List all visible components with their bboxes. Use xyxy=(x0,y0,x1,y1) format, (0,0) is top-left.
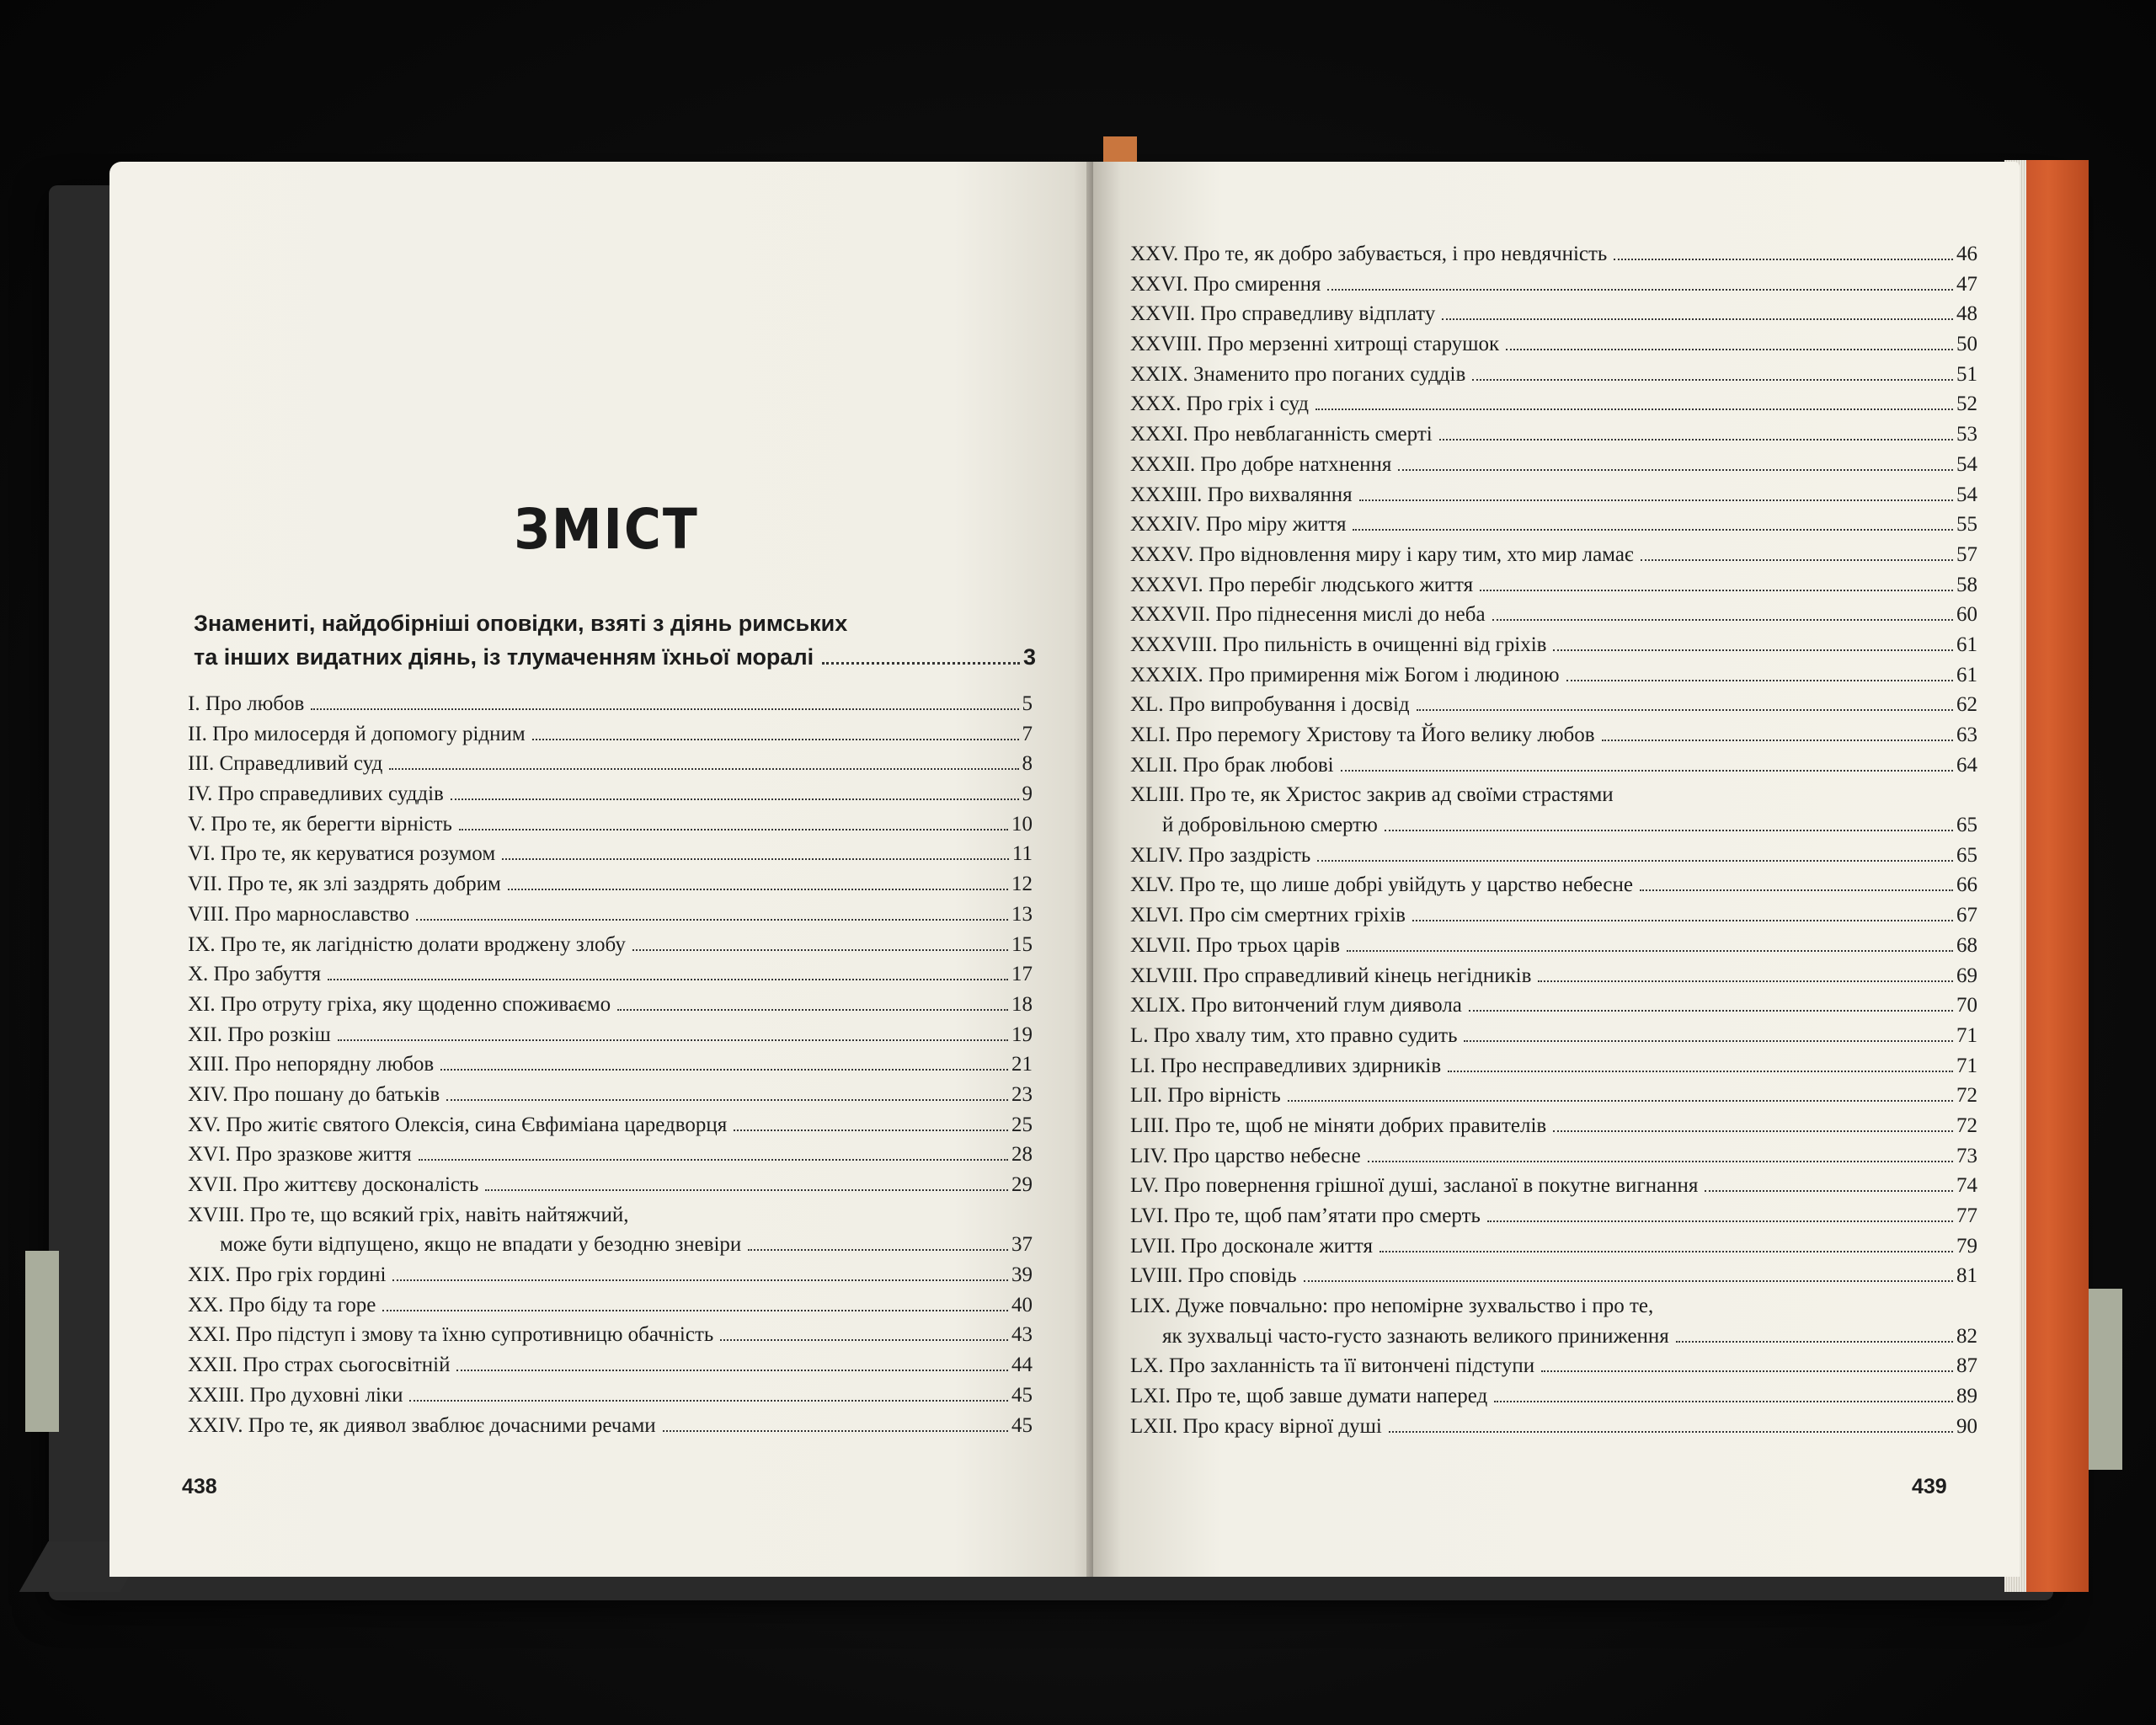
toc-entry xyxy=(188,990,1033,1020)
toc-entry-title: XLIX. Про витончений глум диявола xyxy=(1130,994,1462,1017)
toc-entry-title: XXIV. Про те, як диявол зваблює дочасними речами xyxy=(188,1413,656,1437)
toc-entry xyxy=(1130,1351,1977,1381)
dot-leader xyxy=(440,1069,1008,1071)
dot-leader xyxy=(311,708,1018,710)
toc-entry-title: XLI. Про перемогу Христову та Його велику любов xyxy=(1130,724,1595,746)
toc-entry-title: XXXIV. Про міру життя xyxy=(1130,513,1347,537)
toc-entry xyxy=(188,1110,1033,1140)
dot-leader xyxy=(1380,1251,1953,1252)
toc-entry-page: 81 xyxy=(1956,1264,1977,1288)
toc-entry-page: 21 xyxy=(1011,1053,1033,1076)
toc-entry xyxy=(1130,780,1977,810)
toc-entry-page: 48 xyxy=(1956,302,1977,326)
toc-entry xyxy=(1130,600,1977,630)
toc-entry-title: XLII. Про брак любові xyxy=(1130,753,1334,777)
toc-entry-page: 15 xyxy=(1011,932,1033,956)
intro-line xyxy=(194,606,1036,640)
toc-entry-page: 39 xyxy=(1011,1263,1033,1287)
dot-leader xyxy=(617,1009,1008,1011)
cover-band-right xyxy=(2089,1289,2122,1470)
toc-entry-title: XLVII. Про трьох царів xyxy=(1130,933,1341,957)
toc-entry-page: 89 xyxy=(1956,1385,1977,1408)
toc-entry xyxy=(1130,1322,1977,1352)
intro-text-2: та інших видатних діянь, із тлумаченням їхньої моралі xyxy=(194,644,814,670)
toc-entry-page: 71 xyxy=(1956,1054,1977,1077)
toc-entry-page: 45 xyxy=(1011,1413,1033,1437)
toc-entry xyxy=(1130,419,1977,450)
dot-leader xyxy=(532,739,1019,740)
toc-entry-page: 18 xyxy=(1011,992,1033,1016)
toc-entry-title: LVI. Про те, щоб пам’ятати про смерть xyxy=(1130,1204,1481,1227)
toc-entry-page: 10 xyxy=(1011,812,1033,836)
toc-entry-page: 57 xyxy=(1956,542,1977,566)
toc-entry xyxy=(1130,1261,1977,1291)
toc-entry-title: XIII. Про непорядну любов xyxy=(188,1053,435,1076)
toc-entry-title: II. Про милосердя й допомогу рідним xyxy=(188,722,526,745)
dot-leader xyxy=(632,949,1008,951)
toc-entry-page: 19 xyxy=(1011,1023,1033,1046)
toc-entry-title: XXVI. Про смирення xyxy=(1130,272,1321,296)
dot-leader xyxy=(451,798,1019,800)
toc-entry xyxy=(1130,1291,1977,1322)
toc-entry xyxy=(188,900,1033,930)
toc-entry-title: XLIII. Про те, як Христос закрив ад своїми страстями xyxy=(1130,783,1614,807)
toc-entry-page: 45 xyxy=(1011,1383,1033,1407)
toc-entry-title: VIII. Про марнославство xyxy=(188,902,410,926)
dot-leader xyxy=(1417,709,1953,711)
toc-entry-page: 50 xyxy=(1956,333,1977,356)
toc-entry-page: 54 xyxy=(1956,483,1977,506)
dot-leader xyxy=(1341,770,1953,772)
toc-entry xyxy=(1130,1381,1977,1412)
toc-entry-title: LVII. Про досконале життя xyxy=(1130,1234,1373,1258)
toc-entry xyxy=(1130,961,1977,991)
toc-entry-title: XXVII. Про справедливу відплату xyxy=(1130,302,1436,326)
dot-leader xyxy=(748,1249,1008,1251)
toc-entry-title: I. Про любов xyxy=(188,692,305,715)
toc-entry-page: 71 xyxy=(1956,1023,1977,1047)
page-number-left: 438 xyxy=(182,1475,217,1498)
toc-entry-title: LXI. Про те, щоб завше думати наперед xyxy=(1130,1385,1488,1408)
dot-leader xyxy=(1480,590,1953,591)
toc-entry-title: XXVIII. Про мерзенні хитрощі старушок xyxy=(1130,333,1500,356)
toc-entry-title: XVII. Про життєву досконалість xyxy=(188,1173,479,1196)
toc-entry-title: LXII. Про красу вірної душі xyxy=(1130,1414,1382,1438)
toc-entry-title: XI. Про отруту гріха, яку щоденно споживаємо xyxy=(188,992,611,1016)
toc-entry-page: 17 xyxy=(1011,963,1033,986)
toc-entry-title: XXXI. Про невблаганність смерті xyxy=(1130,423,1433,446)
toc-entry-page: 64 xyxy=(1956,753,1977,777)
toc-entry-title: як зухвальці часто-густо зазнають великого приниження xyxy=(1162,1324,1669,1348)
dot-leader xyxy=(1398,469,1953,471)
dot-leader xyxy=(328,979,1008,980)
toc-entry-page: 62 xyxy=(1956,693,1977,717)
toc-entry xyxy=(188,869,1033,900)
toc-entry-page: 87 xyxy=(1956,1354,1977,1378)
toc-entry-title: XLVIII. Про справедливий кінець негідників xyxy=(1130,964,1532,987)
toc-entry-title: й добровільною смертю xyxy=(1162,814,1378,837)
toc-entry xyxy=(1130,480,1977,510)
dot-leader xyxy=(1389,1431,1953,1433)
back-endpaper xyxy=(2021,160,2089,1592)
left-page xyxy=(109,162,1103,1577)
dot-leader xyxy=(409,1400,1008,1402)
dot-leader xyxy=(1464,1040,1953,1042)
toc-entry-page: 58 xyxy=(1956,573,1977,596)
toc-entry xyxy=(188,1200,1033,1231)
toc-entry-page: 54 xyxy=(1956,452,1977,476)
toc-entry-title: V. Про те, як берегти вірність xyxy=(188,812,452,836)
toc-entry xyxy=(188,689,1033,719)
toc-entry xyxy=(1130,1141,1977,1172)
toc-entry xyxy=(188,959,1033,990)
toc-entry xyxy=(188,1230,1033,1260)
toc-entry-title: XXX. Про гріх і суд xyxy=(1130,393,1310,416)
dot-leader xyxy=(1538,980,1953,982)
toc-entry-title: IV. Про справедливих суддів xyxy=(188,782,444,806)
toc-entry xyxy=(188,1080,1033,1110)
toc-entry xyxy=(188,1140,1033,1170)
toc-list-left xyxy=(188,689,1033,1440)
toc-entry-title: VII. Про те, як злі заздрять добрим xyxy=(188,873,501,896)
toc-entry xyxy=(188,1350,1033,1381)
toc-entry-page: 67 xyxy=(1956,904,1977,927)
dot-leader xyxy=(1304,1280,1953,1282)
toc-entry-page: 65 xyxy=(1956,843,1977,867)
toc-entry-title: XXXVI. Про перебіг людського життя xyxy=(1130,573,1474,596)
toc-entry-title: VI. Про те, як керуватися розумом xyxy=(188,842,496,866)
dot-leader xyxy=(508,889,1008,890)
dot-leader xyxy=(1487,1220,1953,1222)
toc-entry-title: LVIII. Про сповідь xyxy=(1130,1264,1297,1288)
toc-entry-title: L. Про хвалу тим, хто правно судить xyxy=(1130,1023,1458,1047)
toc-entry-title: XXIX. Знаменито про поганих суддів xyxy=(1130,362,1466,386)
toc-entry xyxy=(188,1381,1033,1411)
toc-entry xyxy=(1130,360,1977,390)
intro-page-number: 3 xyxy=(1022,644,1036,670)
toc-entry-page: 9 xyxy=(1022,782,1033,806)
dot-leader xyxy=(1448,1071,1953,1072)
intro-line xyxy=(194,640,1036,674)
toc-entry-page: 79 xyxy=(1956,1234,1977,1258)
dot-leader xyxy=(459,829,1008,830)
dot-leader xyxy=(1385,830,1953,831)
toc-entry-page: 66 xyxy=(1956,873,1977,897)
toc-entry-title: XXII. Про страх сьогосвітній xyxy=(188,1354,451,1377)
toc-entry xyxy=(1130,1081,1977,1111)
toc-entry xyxy=(1130,329,1977,360)
toc-entry xyxy=(188,1049,1033,1080)
toc-entry-title: LV. Про повернення грішної душі, засланої в покутне вигнання xyxy=(1130,1174,1699,1198)
toc-entry xyxy=(1130,660,1977,691)
toc-entry-title: XIV. Про пошану до батьків xyxy=(188,1082,440,1106)
toc-entry-page: 13 xyxy=(1011,902,1033,926)
toc-entry xyxy=(188,719,1033,750)
dot-leader xyxy=(1368,1161,1953,1162)
dot-leader xyxy=(485,1189,1008,1191)
toc-entry-page: 74 xyxy=(1956,1174,1977,1198)
toc-entry-page: 61 xyxy=(1956,633,1977,656)
toc-list-right xyxy=(1130,239,1977,1442)
toc-entry xyxy=(1130,841,1977,871)
toc-entry xyxy=(1130,630,1977,660)
toc-entry-page: 43 xyxy=(1011,1323,1033,1347)
toc-entry xyxy=(1130,870,1977,900)
headband xyxy=(1103,136,1137,162)
toc-entry-title: XX. Про біду та горе xyxy=(188,1293,376,1316)
toc-entry-title: LI. Про несправедливих здирників xyxy=(1130,1054,1442,1077)
toc-entry xyxy=(188,809,1033,840)
dot-leader xyxy=(1705,1190,1953,1192)
toc-entry xyxy=(188,1020,1033,1050)
toc-entry-page: 25 xyxy=(1011,1113,1033,1136)
dot-leader xyxy=(1412,920,1953,921)
toc-entry-title: XXXVII. Про піднесення мислі до неба xyxy=(1130,603,1486,627)
toc-entry-title: III. Справедливий суд xyxy=(188,752,383,776)
toc-entry xyxy=(188,930,1033,960)
dot-leader xyxy=(663,1430,1008,1432)
toc-entry-title: XIX. Про гріх гордині xyxy=(188,1263,387,1287)
dot-leader xyxy=(1640,889,1953,891)
dot-leader xyxy=(1506,349,1953,350)
dot-leader xyxy=(1327,289,1953,291)
dot-leader xyxy=(1614,259,1953,260)
toc-entry-title: X. Про забуття xyxy=(188,963,322,986)
toc-entry xyxy=(1130,1111,1977,1141)
toc-entry xyxy=(188,1411,1033,1441)
dot-leader xyxy=(1472,379,1953,381)
toc-entry-title: XXXII. Про добре натхнення xyxy=(1130,452,1392,476)
toc-entry-page: 65 xyxy=(1956,814,1977,837)
toc-entry xyxy=(188,839,1033,869)
dot-leader xyxy=(1602,740,1953,741)
toc-entry xyxy=(1130,450,1977,480)
toc-entry xyxy=(1130,1171,1977,1201)
toc-entry-title: XXV. Про те, як добро забувається, і про невдячність xyxy=(1130,243,1608,265)
dot-leader xyxy=(1315,409,1953,410)
toc-entry-page: 28 xyxy=(1011,1143,1033,1167)
toc-entry-page: 5 xyxy=(1022,692,1033,715)
toc-entry-title: XXXV. Про відновлення миру і кару тим, хто мир ламає xyxy=(1130,542,1634,566)
dot-leader xyxy=(1676,1341,1953,1343)
toc-entry-title: XL. Про випробування і досвід xyxy=(1130,693,1410,717)
toc-entry xyxy=(1130,570,1977,601)
toc-entry xyxy=(1130,931,1977,961)
dot-leader xyxy=(1494,1401,1953,1402)
toc-entry-page: 73 xyxy=(1956,1144,1977,1167)
dot-leader xyxy=(1359,499,1953,501)
toc-entry-title: XII. Про розкіш xyxy=(188,1023,331,1046)
dot-leader xyxy=(720,1339,1008,1341)
toc-entry xyxy=(1130,1201,1977,1231)
toc-entry-page: 82 xyxy=(1956,1324,1977,1348)
toc-entry xyxy=(1130,1051,1977,1081)
dot-leader xyxy=(338,1039,1008,1041)
toc-entry xyxy=(1130,1231,1977,1262)
dot-leader xyxy=(1553,649,1953,651)
toc-entry-page: 11 xyxy=(1011,842,1033,866)
toc-entry xyxy=(188,1290,1033,1321)
dot-leader xyxy=(1641,559,1953,561)
dot-leader xyxy=(456,1370,1008,1371)
intro-text-1: Знамениті, найдобірніші оповідки, взяті з діянь римських xyxy=(194,611,848,636)
toc-entry-page: 77 xyxy=(1956,1204,1977,1227)
toc-entry-page: 8 xyxy=(1022,752,1033,776)
dot-leader xyxy=(1566,680,1953,681)
toc-entry-title: XLIV. Про заздрість xyxy=(1130,843,1311,867)
dot-leader xyxy=(822,662,1020,665)
toc-entry-title: LIII. Про те, щоб не міняти добрих правителів xyxy=(1130,1114,1547,1137)
toc-entry xyxy=(1130,239,1977,270)
toc-entry-page: 53 xyxy=(1956,423,1977,446)
toc-entry-page: 60 xyxy=(1956,603,1977,627)
toc-entry xyxy=(1130,1412,1977,1442)
toc-entry-title: LX. Про захланність та її витончені підступи xyxy=(1130,1354,1535,1378)
toc-entry-page: 70 xyxy=(1956,994,1977,1017)
toc-entry-title: XLVI. Про сім смертних гріхів xyxy=(1130,904,1406,927)
dot-leader xyxy=(502,858,1009,860)
dot-leader xyxy=(1492,619,1953,621)
dot-leader xyxy=(1353,529,1953,531)
toc-entry xyxy=(1130,750,1977,781)
right-page xyxy=(1093,162,2020,1577)
dot-leader xyxy=(1541,1370,1953,1372)
toc-entry-page: 7 xyxy=(1022,722,1033,745)
toc-entry-title: XLV. Про те, що лише добрі увійдуть у царство небесне xyxy=(1130,873,1633,897)
toc-entry-page: 47 xyxy=(1956,272,1977,296)
toc-entry xyxy=(1130,720,1977,750)
dot-leader xyxy=(1553,1130,1953,1132)
toc-entry-page: 46 xyxy=(1956,243,1977,265)
toc-entry xyxy=(188,1170,1033,1200)
toc-entry xyxy=(1130,1021,1977,1051)
intro-heading xyxy=(194,606,1036,674)
dot-leader xyxy=(1347,950,1953,952)
dot-leader xyxy=(1442,318,1953,320)
toc-entry xyxy=(1130,540,1977,570)
dot-leader xyxy=(1317,860,1953,862)
dot-leader xyxy=(1469,1010,1953,1012)
dot-leader xyxy=(416,919,1008,921)
cover-band-left xyxy=(25,1251,59,1432)
toc-entry-title: XXIII. Про духовні ліки xyxy=(188,1383,403,1407)
dot-leader xyxy=(1439,439,1953,441)
toc-entry-title: LII. Про вірність xyxy=(1130,1084,1281,1108)
toc-entry-title: XXXIII. Про вихваляння xyxy=(1130,483,1353,506)
toc-entry-page: 44 xyxy=(1011,1354,1033,1377)
toc-entry xyxy=(1130,991,1977,1021)
toc-entry xyxy=(188,779,1033,809)
toc-entry-title: XVI. Про зразкове життя xyxy=(188,1143,412,1167)
toc-entry-title: XXXIX. Про примирення між Богом і людиною xyxy=(1130,663,1560,686)
dot-leader xyxy=(446,1099,1008,1101)
toc-entry-page: 90 xyxy=(1956,1414,1977,1438)
toc-entry-page: 61 xyxy=(1956,663,1977,686)
toc-entry-title: LIX. Дуже повчально: про непомірне зухвальство і про те, xyxy=(1130,1295,1654,1318)
toc-entry-title: LIV. Про царство небесне xyxy=(1130,1144,1361,1167)
toc-entry-page: 72 xyxy=(1956,1114,1977,1137)
toc-entry-page: 37 xyxy=(1011,1233,1033,1257)
toc-entry-page: 63 xyxy=(1956,724,1977,746)
page-title: ЗМІСТ xyxy=(514,497,699,563)
dot-leader xyxy=(734,1130,1008,1131)
toc-entry xyxy=(1130,690,1977,720)
toc-entry-page: 12 xyxy=(1011,873,1033,896)
toc-entry-title: XXI. Про підступ і змову та їхню супротивницю обачність xyxy=(188,1323,714,1347)
toc-entry-title: XVIII. Про те, що всякий гріх, навіть найтяжчий, xyxy=(188,1203,629,1226)
toc-entry-title: XXXVIII. Про пильність в очищенні від гріхів xyxy=(1130,633,1547,656)
toc-entry xyxy=(1130,510,1977,540)
dot-leader xyxy=(382,1310,1008,1311)
toc-entry-page: 23 xyxy=(1011,1082,1033,1106)
toc-entry xyxy=(1130,389,1977,419)
toc-entry-page: 72 xyxy=(1956,1084,1977,1108)
toc-entry xyxy=(1130,900,1977,931)
toc-entry-title: IX. Про те, як лагідністю долати вроджену злобу xyxy=(188,932,626,956)
page-number-right: 439 xyxy=(1912,1475,1947,1498)
toc-entry-page: 52 xyxy=(1956,393,1977,416)
toc-entry xyxy=(1130,810,1977,841)
toc-entry xyxy=(1130,299,1977,329)
toc-entry xyxy=(188,1320,1033,1350)
toc-entry-page: 29 xyxy=(1011,1173,1033,1196)
toc-entry-title: може бути відпущено, якщо не впадати у безодню зневіри xyxy=(220,1233,742,1257)
toc-entry-page: 55 xyxy=(1956,513,1977,537)
dot-leader xyxy=(1288,1100,1953,1102)
toc-entry xyxy=(188,749,1033,779)
toc-entry-page: 40 xyxy=(1011,1293,1033,1316)
dot-leader xyxy=(389,768,1018,770)
dot-leader xyxy=(392,1279,1008,1281)
toc-entry xyxy=(188,1260,1033,1290)
toc-entry-page: 69 xyxy=(1956,964,1977,987)
toc-entry-page: 51 xyxy=(1956,362,1977,386)
toc-entry-page: 68 xyxy=(1956,933,1977,957)
toc-entry-title: XV. Про житіє святого Олексія, сина Євфиміана царедворця xyxy=(188,1113,728,1136)
toc-entry xyxy=(1130,270,1977,300)
dot-leader xyxy=(419,1159,1008,1161)
